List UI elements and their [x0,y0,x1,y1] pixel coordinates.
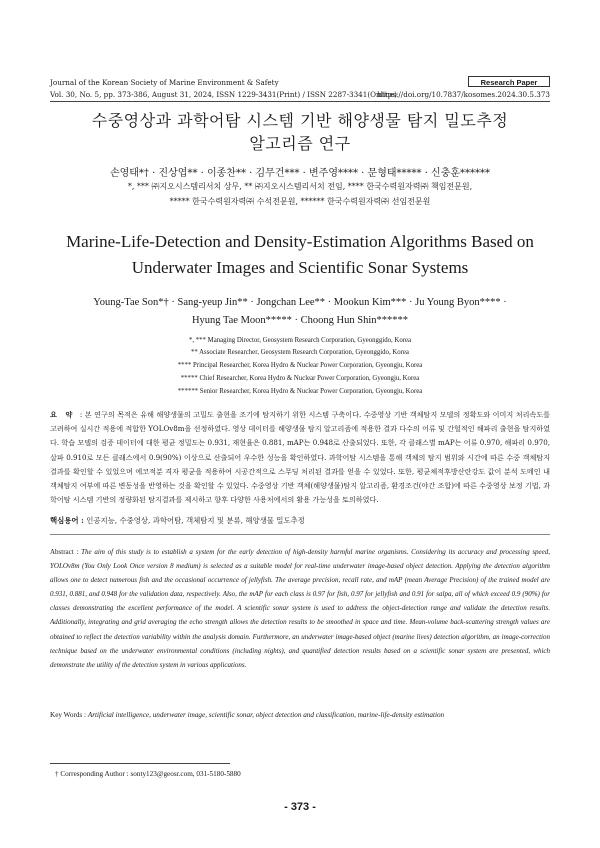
abstract-divider [50,534,550,535]
korean-abstract-text: : 본 연구의 목적은 유해 해양생물의 고밀도 출현을 조기에 탐지하기 위한 시스템 구축이다. 수중영상 기반 객체탐지 모델의 정확도와 이미지 처리속도를 고려하여 실시간 적용에 적합한 YOLOv8m을 선정하였다. 영상 데이터를 해양생물 탐지 알고리즘에 적용한 결과 다수의 어류 및 간헐적인 해파리 출현을 탐지하였다. 학습 모델의 검증 데이터에 대한 평균 정밀도는 0.931, 재현율은 0.881, mAP는 0.948로 산출되었다. 또한, 각 클래스별 mAP는 어류 0.970, 해파리 0.970, 살파 0.910로 모든 클래스에서 0.9(90%) 이상으로 산출되어 우수한 성능을 확인하였다. 과학어탐 시스템을 통해 객체의 탐지 범위와 시간에 따른 수중 객체탐지 결과를 확인할 수 있었으며 에코적분 격자 평균을 적용하여 시공간적으로 스무딩 처리된 결과를 얻을 수 있었다. 또한, 평균체적후방산란강도 값이 분석 도메인 내 객체탐지 여부에 따른 변동성을 반영하는 것을 확인할 수 있었다. 수중영상 기반 객체(해양생물)탐지 알고리즘, 환경조건(야간 조합)에 따른 수중영상 보정 기법, 과학어탐 시스템 기반의 정량화된 탐지결과를 제시하고 향후 다양한 사용처에서의 활용 가능성을 토의하였다. [50,410,550,505]
english-keywords-text: Artificial intelligence, underwater image, scientific sonar, object detection and classification, marine-life-density estimation [87,711,445,719]
english-keywords [50,711,550,719]
korean-keywords [50,515,550,526]
footnote-divider [50,763,230,764]
english-title-line2: Underwater Images and Scientific Sonar Systems [131,258,469,277]
english-authors-line1: Young-Tae Son*† · Sang-yeup Jin** · Jongchan Lee** · Mookun Kim*** · Ju Young Byon**** · [93,297,507,308]
journal-name: Journal of the Korean Society of Marine Environment & Safety [50,78,279,87]
korean-keywords-text: 인공지능, 수중영상, 과학어탐, 객체탐지 및 분류, 해양생물 밀도추정 [86,516,305,525]
english-abstract-text: The aim of this study is to establish a system for the early detection of high-density harmful marine organisms. Considering its accuracy and processing speed, YOLOv8m (You Only Look Once version 8 medium) is selected as a suitable model for real-time underwater image-based object detection. Applying the detection algorithm allows one to detect numerous fish and the occasional occurrence of jellyfish. The average precision, recall rate, and mAP (mean Average Precision) of the trained model are 0.931, 0.881, and 0.948 for the validation data, respectively. Also, the mAP for each class is 0.97 for fish, 0.97 for jellyfish and 0.91 for salpa, all of which exceed 0.9 (90%) for classes demonstrating the excellent performance of the model. A scientific sonar system is used to address the object-detection range and validate the detection results. Additionally, integrating and grid averaging the echo strength allows the detection results to be smoothed in space and time. Mean-volume back-scattering strength values are obtained to reflect the detection variability within the analysis domain. Furthermore, an underwater image-based object (marine lives) detection algorithm, an image-correction technique based on the underwater environmental conditions (including nights), and quantified detection results based on a scientific sonar system are presented, which demonstrate the utility of the detection system in various applications. [50,548,551,669]
article-type-badge: Research Paper [468,76,550,87]
english-keywords-label: Key Words : [50,711,87,719]
korean-abstract-label: 요 약 [50,410,76,419]
header-divider [50,101,550,102]
english-abstract [50,545,550,672]
english-abstract-label: Abstract : [50,548,79,556]
english-title-line1: Marine-Life-Detection and Density-Estimation Algorithms Based on [66,232,534,251]
english-affiliation: ****** Senior Researcher, Korea Hydro & Nuclear Power Corporation, Gyeongju, Korea [177,388,423,395]
korean-affiliation-line1: *, *** ㈜지오시스템리서치 상무, ** ㈜지오시스템리서치 전임, **** 한국수력원자력㈜ 책임전문원, [127,182,473,191]
korean-affiliation-line2: ***** 한국수력원자력㈜ 수석전문원, ****** 한국수력원자력㈜ 선임전문원 [169,197,431,206]
page-number: - 373 - [284,801,316,813]
english-affiliation: ***** Chief Researcher, Korea Hydro & Nuclear Power Corporation, Gyeongju, Korea [180,375,420,382]
english-affiliation: *, *** Managing Director, Geosystem Research Corporation, Gyeonggido, Korea [188,337,412,344]
volume-issn-line: Vol. 30, No. 5, pp. 373-386, August 31, 2024, ISSN 1229-3431(Print) / ISSN 2287-3341(Online) [50,90,397,99]
english-affiliation: **** Principal Researcher, Korea Hydro & Nuclear Power Corporation, Gyeongju, Korea [177,362,423,369]
korean-title-line1: 수중영상과 과학어탐 시스템 기반 해양생물 탐지 밀도추정 [91,111,509,130]
english-affiliation: ** Associate Researcher, Geosystem Research Corporation, Gyeonggido, Korea [191,349,409,356]
corresponding-author-footnote: † Corresponding Author : sonty123@geosr.com, 031-5180-5880 [55,770,241,778]
korean-title-line2: 알고리즘 연구 [249,134,351,153]
english-authors-line2: Hyung Tae Moon***** · Choong Hun Shin****** [191,315,409,326]
korean-authors: 손영태*† · 진상엽** · 이종찬** · 김무건*** · 변주영**** · 문형태***** · 신충훈****** [109,168,491,179]
korean-abstract [50,408,550,507]
korean-keywords-label: 핵심용어 : [50,516,84,525]
doi-link[interactable]: https://doi.org/10.7837/kosomes.2024.30.5.373 [377,90,550,99]
